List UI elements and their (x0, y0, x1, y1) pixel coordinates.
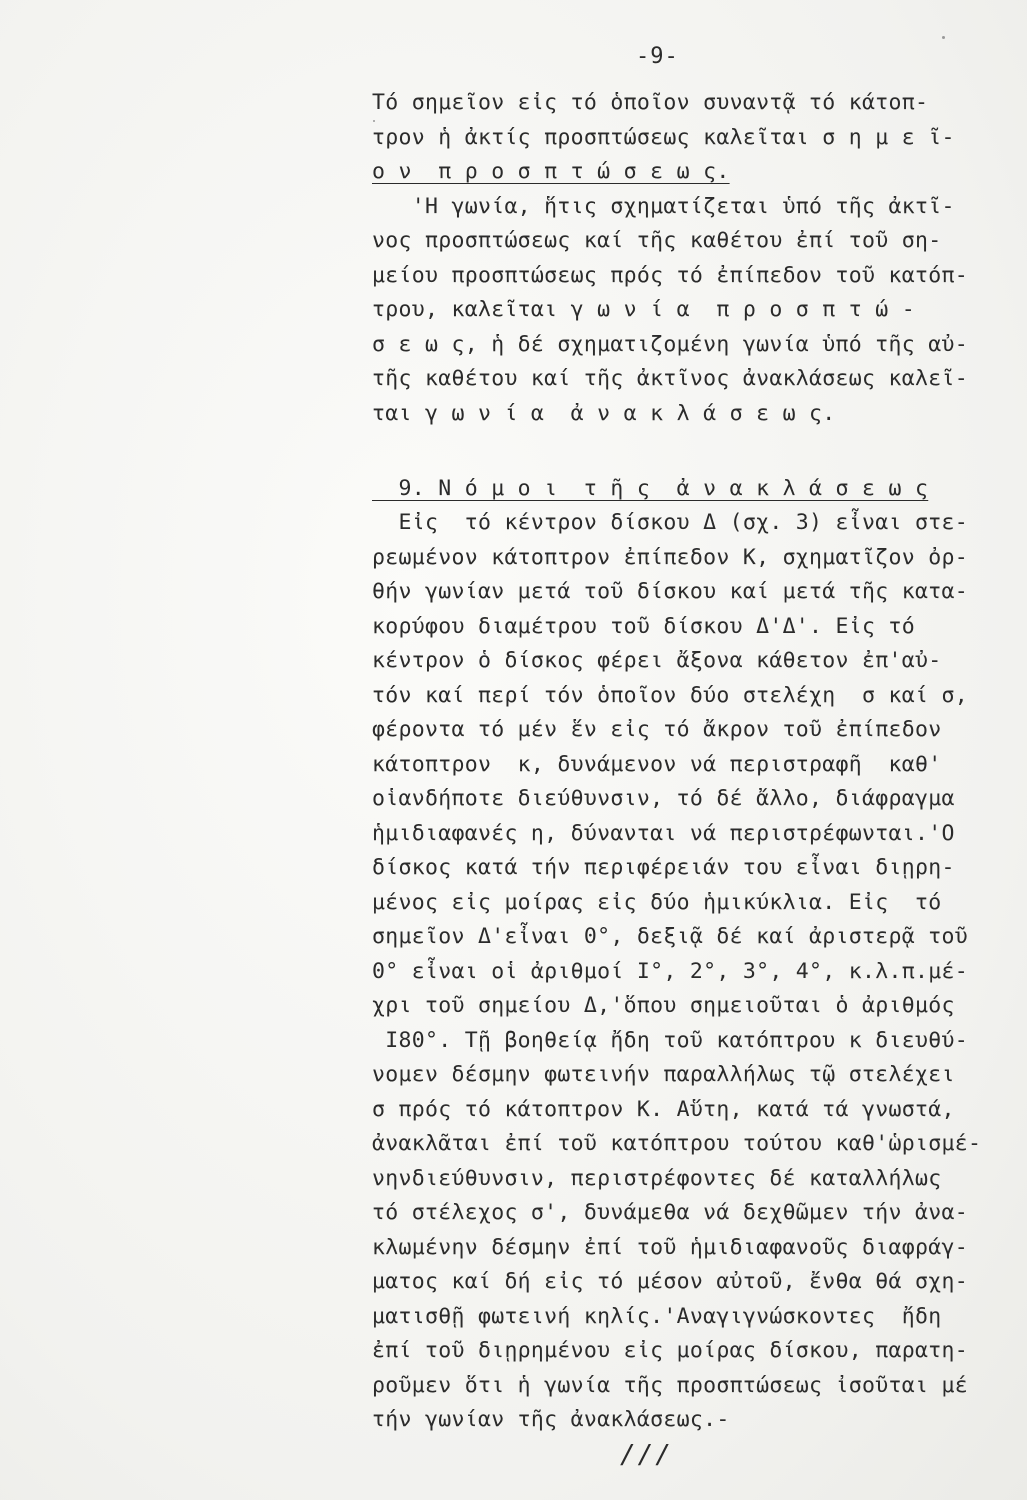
text-line: Ι80°. Τῇ βοηθείᾳ ἤδη τοῦ κατόπτρου κ διευθύ- (372, 1027, 968, 1053)
text-line: τήν γωνίαν τῆς ἀνακλάσεως.- (372, 1407, 730, 1432)
text-line: ροῦμεν ὅτι ἡ γωνία τῆς προσπτώσεως ἰσοῦται μέ (372, 1372, 968, 1398)
text-line: σ ε ω ς, ἡ δέ σχηματιζομένη γωνία ὑπό τῆς αὐ- (372, 331, 968, 357)
text-line: 'Η γωνία, ἥτις σχηματίζεται ὑπό τῆς ἀκτῖ- (372, 193, 955, 219)
text-line: τῆς καθέτου καί τῆς ἀκτῖνος ἀνακλάσεως καλεῖ- (372, 366, 968, 391)
text-line: 0° εἶναι οἱ ἀριθμοί Ι°, 2°, 3°, 4°, κ.λ.π.μέ- (372, 958, 968, 984)
text-line: φέροντα τό μέν ἕν εἰς τό ἄκρον τοῦ ἐπίπεδον (372, 717, 942, 742)
text-line: νηνδιεύθυνσιν, περιστρέφοντες δέ καταλλήλως (372, 1165, 942, 1191)
page-number: -9- (636, 44, 679, 69)
text-line: ματισθῇ φωτεινή κηλίς.'Αναγιγνώσκοντες ἤδη (372, 1303, 942, 1329)
text-line: κέντρον ὁ δίσκος φέρει ἄξονα κάθετον ἐπ'αὐ- (372, 648, 942, 673)
text-line: θήν γωνίαν μετά τοῦ δίσκου καί μετά τῆς κατα- (372, 579, 968, 604)
text-line: οἱανδήποτε διεύθυνσιν, τό δέ ἄλλο, διάφραγμα (372, 786, 955, 811)
text-line: κλωμένην δέσμην ἐπί τοῦ ἡμιδιαφανοῦς διαφράγ- (372, 1234, 968, 1260)
text-line: ἡμιδιαφανές η, δύνανται νά περιστρέφωνται.'Ο (372, 820, 955, 846)
text-line: ται γ ω ν ί α ἀ ν α κ λ ά σ ε ω ς. (372, 400, 836, 426)
text-line: νομεν δέσμην φωτεινήν παραλλήλως τῷ στελέχει (372, 1062, 955, 1087)
text-line: σ πρός τό κάτοπτρον Κ. Αὕτη, κατά τά γνωστά, (372, 1096, 955, 1122)
text-line: ἐπί τοῦ διῃρημένου εἰς μοίρας δίσκου, παρατη- (372, 1338, 968, 1363)
text-line: δίσκος κατά τήν περιφέρειάν του εἶναι διῃρη- (372, 855, 955, 880)
text-line: ἀνακλᾶται ἐπί τοῦ κατόπτρου τούτου καθ'ὡρισμέ- (372, 1131, 982, 1156)
text-line: χρι τοῦ σημείου Δ,'ὅπου σημειοῦται ὁ ἀριθμός (372, 993, 955, 1018)
text-line: ρεωμένον κάτοπτρον ἐπίπεδον Κ, σχηματῖζον ὀρ- (372, 544, 968, 570)
paper-speck (942, 36, 945, 39)
text-line: κορύφου διαμέτρου τοῦ δίσκου Δ'Δ'. Εἰς τό (372, 613, 916, 639)
text-line: νος προσπτώσεως καί τῆς καθέτου ἐπί τοῦ ση- (372, 228, 942, 253)
text-line: 9. Ν ό μ ο ι τ ῆ ς ἀ ν α κ λ ά σ ε ω ς (372, 475, 929, 501)
end-mark: /// (620, 1440, 673, 1470)
text-line: κάτοπτρον κ, δυνάμενον νά περιστραφῆ καθ' (372, 751, 942, 777)
text-line: μείου προσπτώσεως πρός τό ἐπίπεδον τοῦ κατόπ- (372, 262, 968, 288)
text-line: μένος εἰς μοίρας εἰς δύο ἡμικύκλια. Εἰς τό (372, 889, 942, 915)
text-line: Εἰς τό κέντρον δίσκου Δ (σχ. 3) εἶναι στε- (372, 510, 968, 535)
text-line: ματος καί δή εἰς τό μέσον αὐτοῦ, ἔνθα θά σχη- (372, 1269, 968, 1294)
text-line: τρον ἡ ἀκτίς προσπτώσεως καλεῖται σ η μ ε ῖ- (372, 124, 955, 150)
text-line: Τό σημεῖον εἰς τό ὁποῖον συναντᾷ τό κάτοπ- (372, 90, 929, 115)
text-line: τόν καί περί τόν ὁποῖον δύο στελέχη σ καί σ, (372, 682, 968, 708)
text-line: τρου, καλεῖται γ ω ν ί α π ρ ο σ π τ ώ - (372, 297, 916, 322)
text-line: ο ν π ρ ο σ π τ ώ σ ε ω ς. (372, 159, 730, 184)
text-line: τό στέλεχος σ', δυνάμεθα νά δεχθῶμεν τήν ἀνα- (372, 1200, 968, 1225)
text-line: σημεῖον Δ'εἶναι 0°, δεξιᾷ δέ καί ἀριστερᾷ τοῦ (372, 924, 968, 949)
